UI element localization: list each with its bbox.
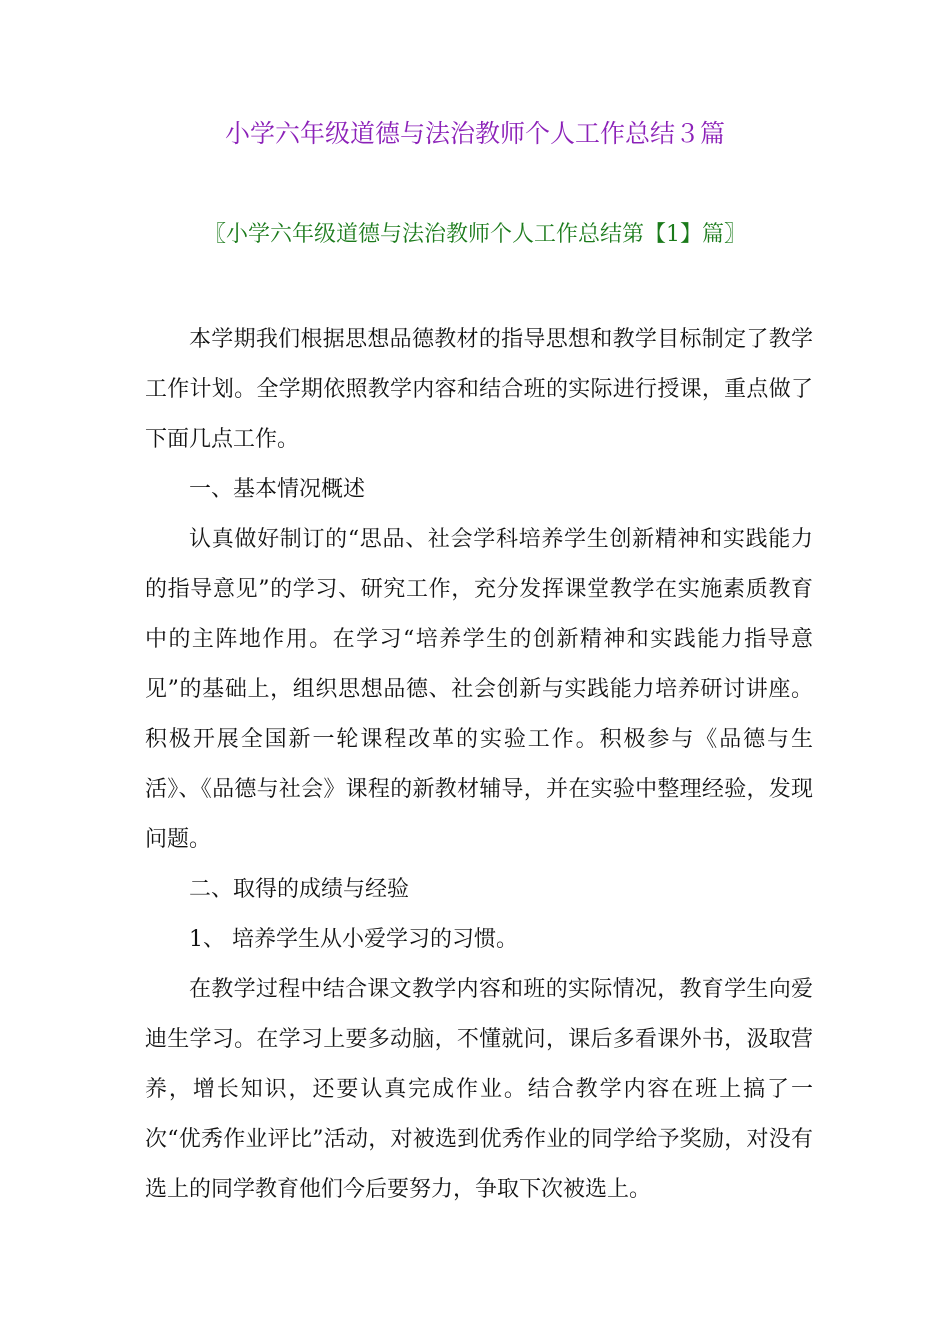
document-body xyxy=(145,315,813,1215)
intro-paragraph: 本学期我们根据思想品德教材的指导思想和教学目标制定了教学工作计划。全学期依照教学内容和结合班的实际进行授课，重点做了下面几点工作。 xyxy=(145,327,813,452)
subheading-study-habits: 1、 培养学生从小爱学习的习惯。 xyxy=(189,927,518,952)
heading-basic-overview: 一、基本情况概述 xyxy=(189,477,366,502)
overview-paragraph: 认真做好制订的“思品、社会学科培养学生创新精神和实践能力的指导意见”的学习、研究工作，充分发挥课堂教学在实施素质教育中的主阵地作用。在学习“培养学生的创新精神和实践能力指导意见”的基础上，组织思想品德、社会创新与实践能力培养研讨讲座。积极开展全国新一轮课程改革的实验工作。积极参与《品德与生活》、《品德与社会》课程的新教材辅导，并在实验中整理经验，发现问题。 xyxy=(145,527,813,852)
document-title: 小学六年级道德与法治教师个人工作总结３篇 xyxy=(224,119,725,148)
section-title: 〖小学六年级道德与法治教师个人工作总结第【1】篇〗 xyxy=(204,222,746,247)
heading-achievements: 二、取得的成绩与经验 xyxy=(189,877,410,902)
study-habits-paragraph: 在教学过程中结合课文教学内容和班的实际情况，教育学生向爱迪生学习。在学习上要多动脑，不懂就问，课后多看课外书，汲取营养，增长知识，还要认真完成作业。结合教学内容在班上搞了一次“优秀作业评比”活动，对被选到优秀作业的同学给予奖励，对没有选上的同学教育他们今后要努力，争取下次被选上。 xyxy=(145,977,813,1202)
